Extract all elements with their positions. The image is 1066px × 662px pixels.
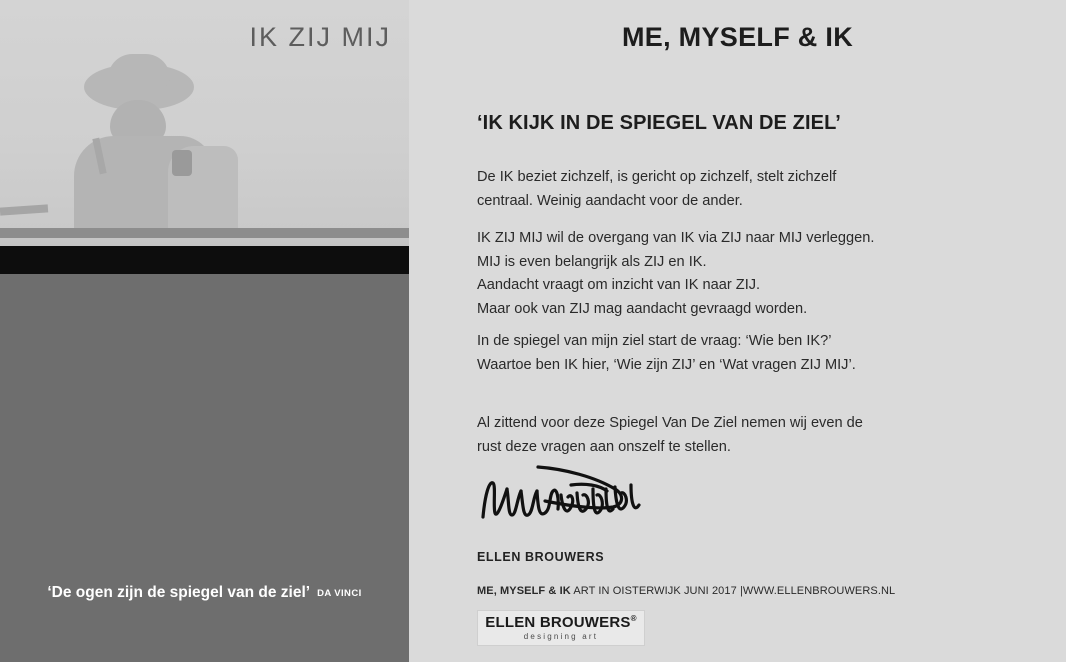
camera-icon bbox=[172, 150, 192, 176]
quote-text: ‘De ogen zijn de spiegel van de ziel’ bbox=[47, 584, 311, 601]
brand-logo-tagline: designing art bbox=[523, 632, 599, 641]
paragraph-1 bbox=[477, 166, 836, 213]
photo-rail-left bbox=[0, 204, 48, 215]
paragraph-line: In de spiegel van mijn ziel start de vraag: ‘Wie ben IK?’ bbox=[477, 333, 832, 349]
page-subtitle: ‘IK KIJK IN DE SPIEGEL VAN DE ZIEL’ bbox=[477, 112, 841, 134]
quote-block bbox=[0, 584, 409, 602]
paragraph-line: centraal. Weinig aandacht voor de ander. bbox=[477, 192, 743, 209]
brand-logo-name bbox=[478, 614, 644, 631]
photo-rail bbox=[0, 228, 409, 238]
paragraph-line: IK ZIJ MIJ wil de overgang van IK via ZIJ naar MIJ verleggen. bbox=[477, 230, 875, 246]
paragraph-2 bbox=[477, 227, 874, 322]
right-text-panel bbox=[409, 0, 1066, 662]
signature-icon bbox=[475, 455, 675, 530]
paragraph-line: Aandacht vraagt om inzicht van IK naar ZIJ. bbox=[477, 277, 761, 294]
registered-trademark-icon: ® bbox=[630, 614, 637, 623]
footer-detail: ART IN OISTERWIJK JUNI 2017 |WWW.ELLENBROUWERS.NL bbox=[573, 585, 896, 597]
paragraph-line: Maar ook van ZIJ mag aandacht gevraagd worden. bbox=[477, 300, 808, 317]
quote-author: DA VINCI bbox=[317, 588, 362, 599]
paragraph-line: MIJ is even belangrijk als ZIJ en IK. bbox=[477, 253, 707, 270]
paragraph-line: De IK beziet zichzelf, is gericht op zichzelf, stelt zichzelf bbox=[477, 169, 837, 185]
paragraph-line: rust deze vragen aan onszelf te stellen. bbox=[477, 438, 731, 455]
left-image-panel bbox=[0, 0, 409, 662]
footer-title: ME, MYSELF & IK bbox=[477, 585, 571, 597]
signature-name: ELLEN BROUWERS bbox=[477, 550, 605, 564]
photo-title: IK ZIJ MIJ bbox=[249, 22, 391, 52]
paragraph-4 bbox=[477, 412, 863, 459]
photo-dark-band bbox=[0, 246, 409, 274]
brand-logo bbox=[477, 610, 645, 646]
paragraph-3 bbox=[477, 330, 856, 377]
silhouette-hat-crown bbox=[108, 54, 170, 88]
page-title: ME, MYSELF & IK bbox=[621, 22, 853, 52]
paragraph-line: Al zittend voor deze Spiegel Van De Ziel nemen wij even de bbox=[477, 415, 863, 431]
brand-logo-text: ELLEN BROUWERS bbox=[485, 614, 631, 631]
footer-credit bbox=[477, 585, 895, 597]
paragraph-line: Waartoe ben IK hier, ‘Wie zijn ZIJ’ en ‘Wat vragen ZIJ MIJ’. bbox=[477, 356, 856, 373]
